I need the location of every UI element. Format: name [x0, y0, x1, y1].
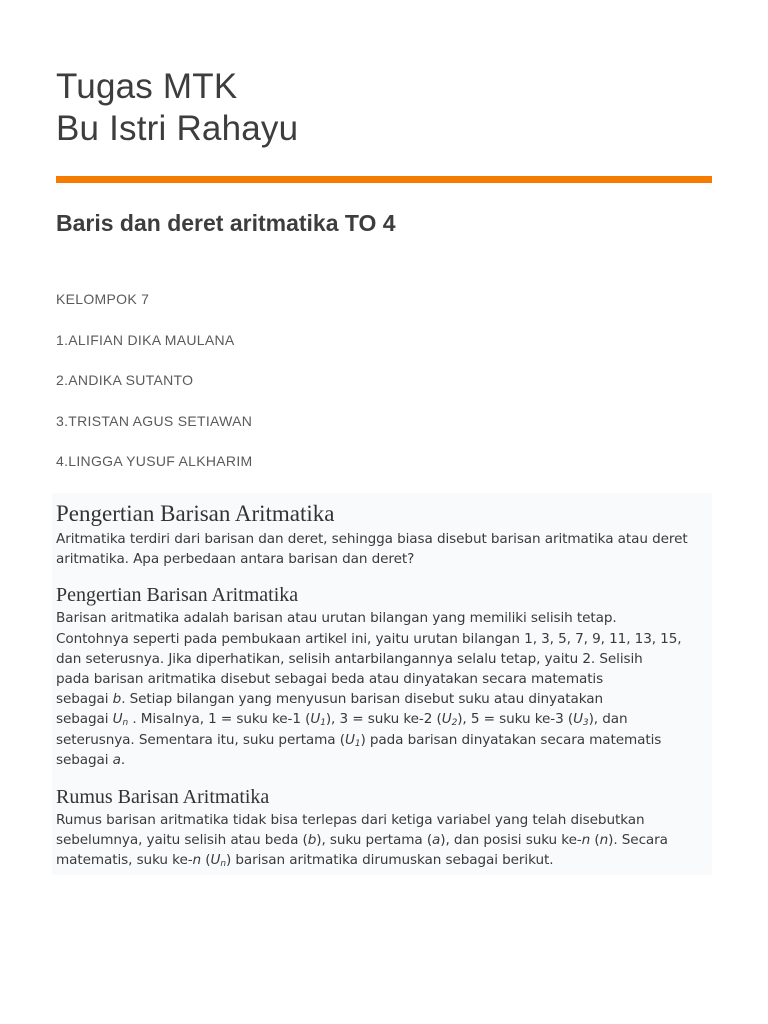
content-panel	[52, 493, 712, 875]
accent-divider	[56, 176, 712, 183]
text-line: sebagai b. Setiap bilangan yang menyusun barisan disebut suku atau dinyatakan	[56, 691, 603, 708]
text-line: sebagai $U_n$ . Misalnya, 1 = suku ke-1 $(U_1)$, 3 = suku ke-2 $(U_2)$, 5 = suku ke-3 $(U_3)$, dan	[56, 711, 628, 729]
section-text-intro: Aritmatika terdiri dari barisan dan deret, sehingga biasa disebut barisan aritmatika atau deret aritmatika. Apa perbedaan antara barisan dan deret?	[56, 531, 688, 568]
section-heading-rumus: Rumus Barisan Aritmatika	[56, 786, 270, 809]
group-label: KELOMPOK 7	[56, 291, 150, 307]
title-line-2: Bu Istri Rahayu	[56, 109, 299, 148]
member-item: 2.ANDIKA SUTANTO	[56, 372, 194, 388]
text-line: seterusnya. Sementara itu, suku pertama $(U_1)$ pada barisan dinyatakan secara matematis	[56, 731, 662, 749]
text-line: Contohnya seperti pada pembukaan artikel ini, yaitu urutan bilangan 1, 3, 5, 7, 9, 11, 13, 15,	[56, 630, 682, 647]
member-item: 3.TRISTAN AGUS SETIAWAN	[56, 412, 253, 429]
section-text-rumus	[56, 810, 712, 871]
text-line: Rumus barisan aritmatika tidak bisa terlepas dari ketiga variabel yang telah disebutkan	[56, 812, 645, 829]
text-line: matematis, suku ke-n $(U_n)$ barisan aritmatika dirumuskan sebagai berikut.	[56, 852, 554, 870]
text-line: Barisan aritmatika adalah barisan atau urutan bilangan yang memiliki selisih tetap.	[56, 610, 617, 627]
section-heading-definition: Pengertian Barisan Aritmatika	[56, 501, 335, 526]
title-line-1: Tugas MTK	[56, 67, 238, 106]
group-member-list	[56, 290, 712, 493]
text-line: dan seterusnya. Jika diperhatikan, selisih antarbilangannya selalu tetap, yaitu 2. Selisih	[56, 650, 643, 667]
section-text-barisan	[56, 608, 712, 770]
text-line: pada barisan aritmatika disebut sebagai beda atau dinyatakan secara matematis	[56, 671, 604, 688]
text-line: sebagai a.	[56, 751, 126, 768]
document-subtitle: Baris dan deret aritmatika TO 4	[56, 210, 396, 236]
member-item: 4.LINGGA YUSUF ALKHARIM	[56, 453, 253, 469]
section-heading-barisan: Pengertian Barisan Aritmatika	[56, 584, 299, 607]
member-item: 1.ALIFIAN DIKA MAULANA	[56, 331, 235, 348]
document-title	[56, 66, 712, 150]
text-line: sebelumnya, yaitu selisih atau beda (b), suku pertama (a), dan posisi suku ke-n (n). Secara	[56, 832, 668, 849]
